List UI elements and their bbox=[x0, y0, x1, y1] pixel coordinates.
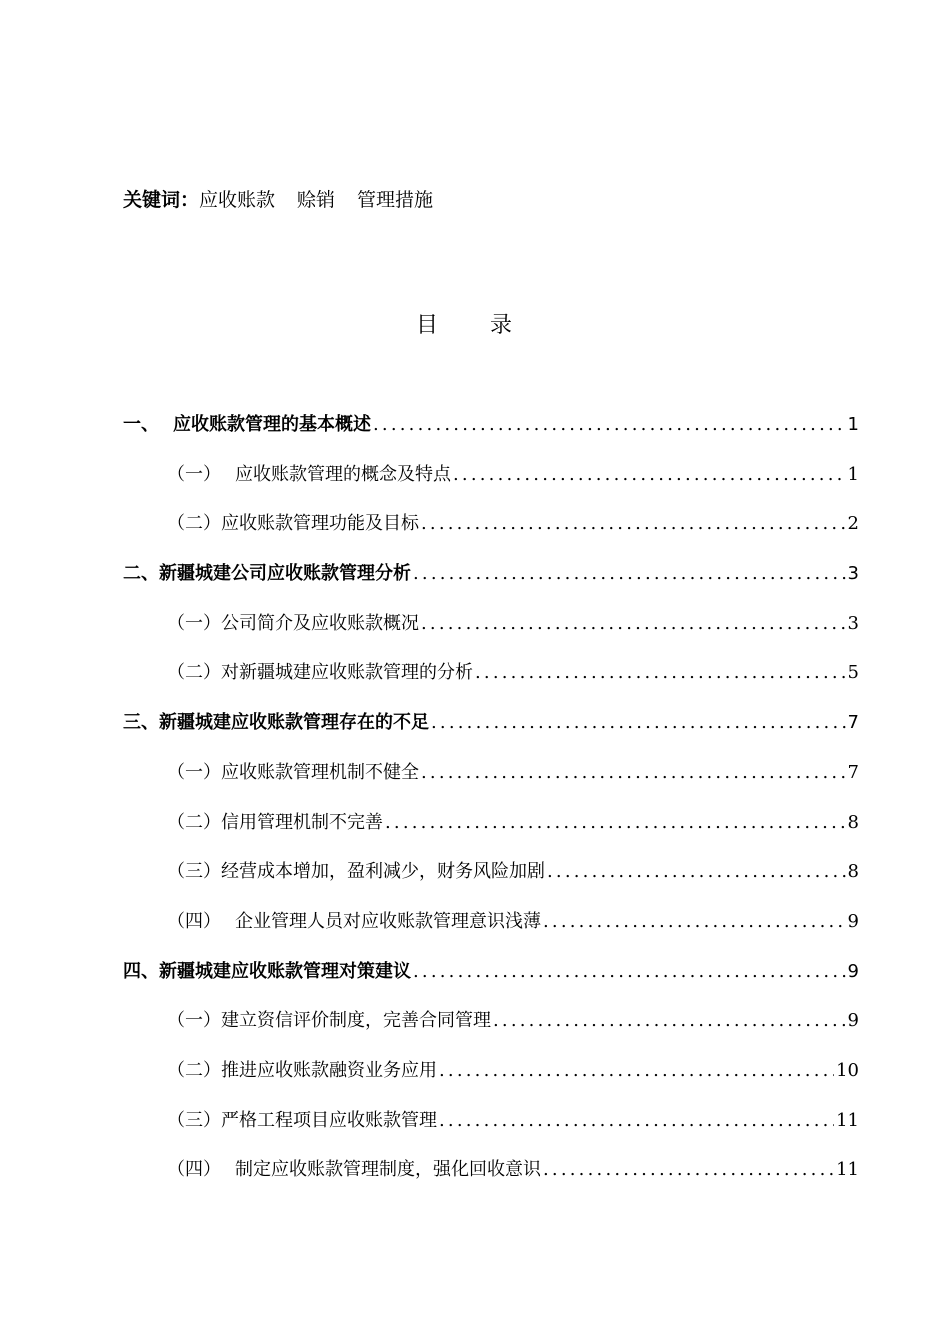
toc-entry-section-3-3[interactable] bbox=[123, 857, 859, 907]
toc-page-number: 5 bbox=[847, 662, 859, 684]
toc-entry-chapter-1[interactable] bbox=[123, 410, 859, 460]
toc-entry-text: （三）严格工程项目应收账款管理 bbox=[167, 1109, 437, 1131]
toc-entry-text: 三、新疆城建应收账款管理存在的不足 bbox=[123, 712, 429, 734]
toc-entry-section-3-2[interactable] bbox=[123, 808, 859, 858]
table-of-contents bbox=[123, 410, 859, 1205]
toc-page-number: 3 bbox=[847, 563, 859, 585]
toc-page-number: 1 bbox=[847, 463, 859, 485]
toc-entry-section-4-4[interactable] bbox=[123, 1155, 859, 1205]
toc-dot-leader bbox=[431, 712, 846, 733]
toc-page-number: 3 bbox=[847, 612, 859, 634]
toc-entry-text: （二）对新疆城建应收账款管理的分析 bbox=[167, 662, 473, 684]
toc-dot-leader bbox=[385, 812, 846, 833]
toc-page-number: 8 bbox=[847, 811, 859, 833]
toc-dot-leader bbox=[421, 513, 846, 534]
toc-entry-text: （四） 制定应收账款管理制度，强化回收意识 bbox=[167, 1159, 541, 1181]
toc-entry-section-3-4[interactable] bbox=[123, 907, 859, 957]
toc-entry-text: （一）建立资信评价制度，完善合同管理 bbox=[167, 1010, 491, 1032]
toc-entry-section-4-2[interactable] bbox=[123, 1056, 859, 1106]
toc-entry-text: （二）应收账款管理功能及目标 bbox=[167, 513, 419, 535]
toc-dot-leader bbox=[373, 414, 846, 435]
toc-dot-leader bbox=[421, 762, 846, 783]
toc-page-number: 8 bbox=[847, 861, 859, 883]
toc-page-number: 1 bbox=[847, 414, 859, 435]
keyword-term: 管理措施 bbox=[357, 189, 434, 211]
toc-entry-section-4-3[interactable] bbox=[123, 1106, 859, 1156]
toc-page-number: 10 bbox=[836, 1059, 859, 1081]
toc-dot-leader bbox=[493, 1010, 846, 1031]
toc-entry-chapter-4[interactable] bbox=[123, 957, 859, 1007]
toc-entry-text: （二）信用管理机制不完善 bbox=[167, 811, 383, 833]
toc-dot-leader bbox=[543, 1159, 834, 1180]
toc-entry-text: 四、新疆城建应收账款管理对策建议 bbox=[123, 960, 411, 982]
keyword-term: 应收账款 bbox=[199, 189, 276, 211]
toc-entry-text: （四） 企业管理人员对应收账款管理意识浅薄 bbox=[167, 910, 541, 932]
toc-dot-leader bbox=[453, 464, 846, 485]
toc-entry-section-1-2[interactable] bbox=[123, 509, 859, 559]
toc-entry-text: （一）应收账款管理机制不健全 bbox=[167, 761, 419, 783]
toc-entry-section-3-1[interactable] bbox=[123, 758, 859, 808]
toc-page-number: 2 bbox=[847, 513, 859, 535]
toc-dot-leader bbox=[421, 613, 846, 634]
toc-dot-leader bbox=[439, 1060, 834, 1081]
keywords-line bbox=[123, 186, 455, 214]
toc-page-number: 9 bbox=[847, 960, 859, 982]
toc-entry-chapter-3[interactable] bbox=[123, 708, 859, 758]
toc-dot-leader bbox=[475, 662, 846, 683]
toc-entry-section-4-1[interactable] bbox=[123, 1006, 859, 1056]
toc-entry-text: 二、新疆城建公司应收账款管理分析 bbox=[123, 563, 411, 585]
keywords-label: 关键词： bbox=[123, 189, 200, 211]
toc-dot-leader bbox=[413, 563, 846, 584]
toc-dot-leader bbox=[547, 861, 846, 882]
toc-page-number: 7 bbox=[847, 712, 859, 734]
toc-entry-section-2-2[interactable] bbox=[123, 658, 859, 708]
toc-page-number: 11 bbox=[836, 1109, 859, 1131]
toc-entry-text: （二）推进应收账款融资业务应用 bbox=[167, 1059, 437, 1081]
toc-page-number: 7 bbox=[847, 761, 859, 783]
toc-entry-section-2-1[interactable] bbox=[123, 609, 859, 659]
toc-dot-leader bbox=[439, 1110, 834, 1131]
toc-entry-section-1-1[interactable] bbox=[123, 460, 859, 510]
toc-entry-text: （一） 应收账款管理的概念及特点 bbox=[167, 463, 451, 485]
toc-page-number: 9 bbox=[847, 1010, 859, 1032]
toc-page-number: 11 bbox=[836, 1159, 859, 1181]
toc-dot-leader bbox=[413, 961, 846, 982]
keyword-term: 赊销 bbox=[297, 189, 336, 211]
toc-entry-text: （一）公司简介及应收账款概况 bbox=[167, 612, 419, 634]
toc-page-number: 9 bbox=[847, 910, 859, 932]
toc-entry-text: （三）经营成本增加，盈利减少，财务风险加剧 bbox=[167, 861, 545, 883]
toc-entry-text: 一、 应收账款管理的基本概述 bbox=[123, 414, 371, 435]
toc-title: 目录 bbox=[415, 313, 564, 338]
toc-dot-leader bbox=[543, 911, 846, 932]
toc-entry-chapter-2[interactable] bbox=[123, 559, 859, 609]
